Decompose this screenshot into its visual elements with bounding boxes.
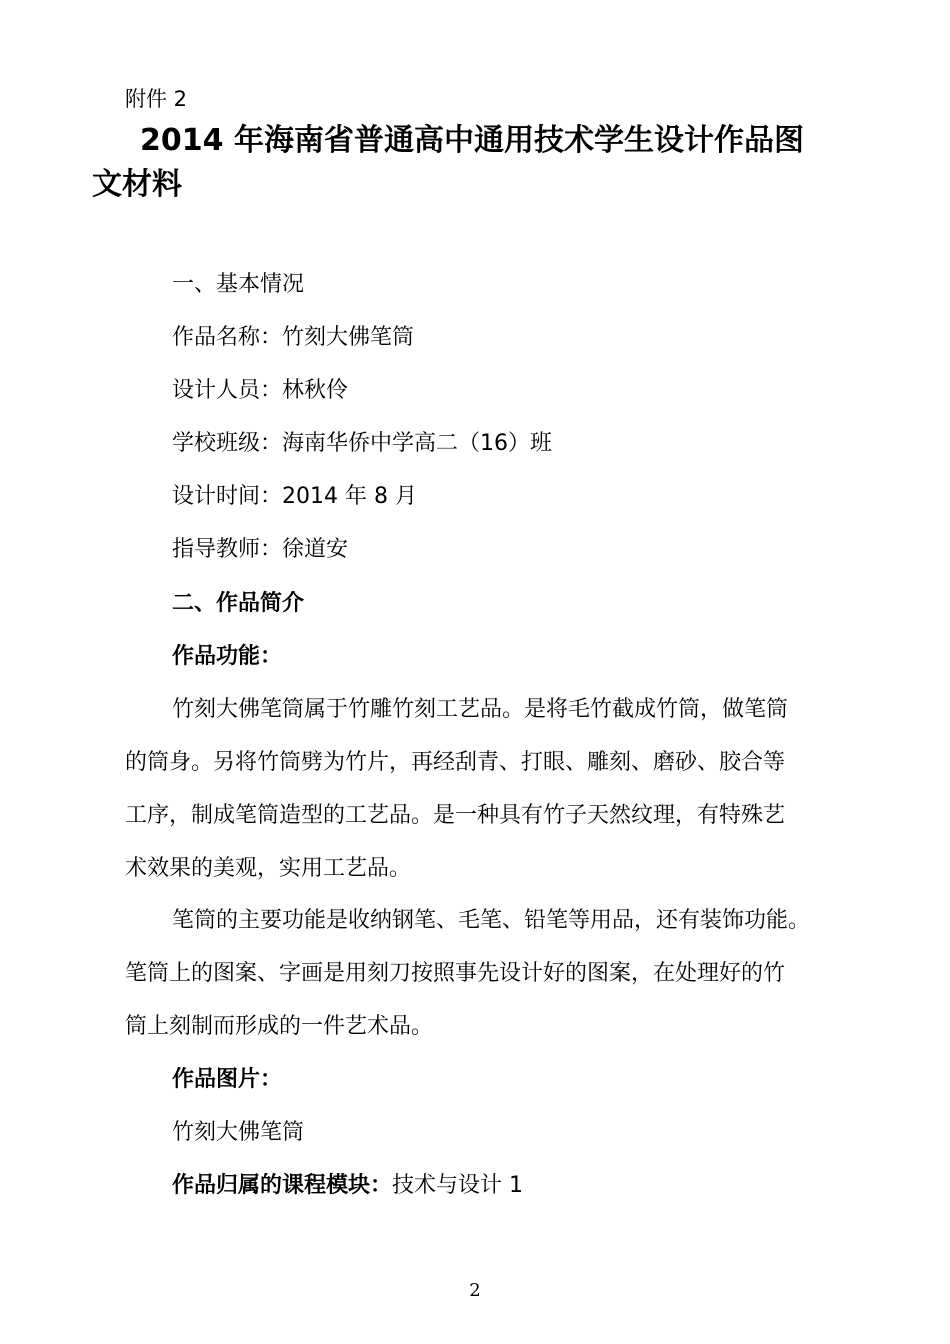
- page-number: 2: [469, 1280, 481, 1301]
- course-module-line: [172, 1171, 523, 1201]
- picture-caption: 竹刻大佛笔筒: [172, 1120, 305, 1145]
- field-designer: 设计人员：林秋伶: [172, 378, 349, 403]
- field-design-time: 设计时间：2014 年 8 月: [172, 484, 417, 509]
- paragraph-1-line-1: 竹刻大佛笔筒属于竹雕竹刻工艺品。是将毛竹截成竹筒，做笔筒: [172, 697, 789, 722]
- annex-label: 附件 2: [125, 87, 188, 111]
- paragraph-1-line-4: 术效果的美观，实用工艺品。: [125, 856, 412, 881]
- paragraph-2-line-3: 筒上刻制而形成的一件艺术品。: [125, 1014, 434, 1039]
- section-heading-basic-info: 一、基本情况: [172, 272, 305, 297]
- course-module-label: 作品归属的课程模块：: [172, 1173, 393, 1198]
- picture-label: 作品图片：: [172, 1067, 283, 1092]
- field-work-name: 作品名称：竹刻大佛笔筒: [172, 325, 415, 350]
- field-school-class: 学校班级：海南华侨中学高二（16）班: [172, 431, 552, 456]
- paragraph-2-line-2: 笔筒上的图案、字画是用刻刀按照事先设计好的图案，在处理好的竹: [125, 961, 786, 986]
- function-label: 作品功能：: [172, 644, 283, 669]
- paragraph-2-line-1: 笔筒的主要功能是收纳钢笔、毛笔、铅笔等用品，还有装饰功能。: [172, 908, 811, 933]
- paragraph-1-line-2: 的筒身。另将竹筒劈为竹片，再经刮青、打眼、雕刻、磨砂、胶合等: [125, 750, 786, 775]
- field-advisor: 指导教师：徐道安: [172, 537, 349, 562]
- document-title-line-1: 2014 年海南省普通高中通用技术学生设计作品图: [140, 123, 804, 158]
- course-module-value: 技术与设计 1: [392, 1173, 524, 1198]
- section-heading-intro: 二、作品简介: [172, 591, 305, 616]
- paragraph-1-line-3: 工序，制成笔筒造型的工艺品。是一种具有竹子天然纹理，有特殊艺: [125, 803, 786, 828]
- document-title-line-2: 文材料: [92, 167, 182, 202]
